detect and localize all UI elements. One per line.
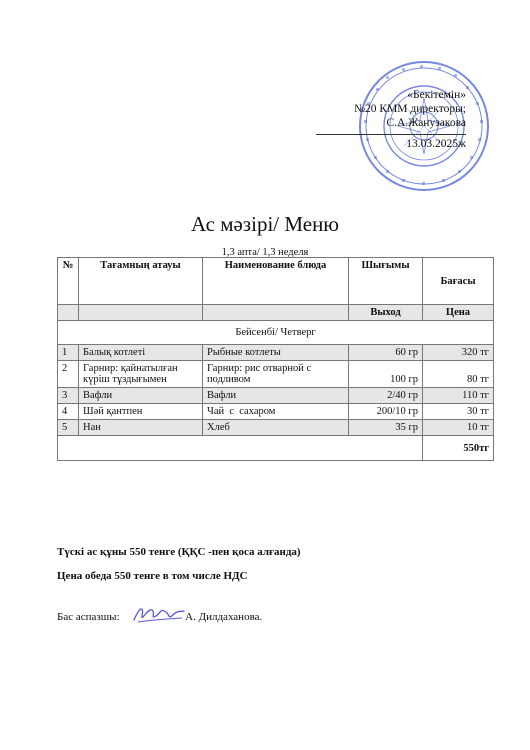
day-label: Бейсенбі/ Четверг (58, 321, 494, 345)
approval-position: №20 КММ директоры; (354, 103, 466, 115)
row-price: 320 тг (423, 345, 494, 361)
row-name-kz: Гарнир: қайнатылған күріш тұздығымен (79, 361, 203, 388)
row-price: 10 тг (423, 420, 494, 436)
table-row (58, 420, 494, 436)
header-price-kz (423, 258, 494, 305)
signature-icon (132, 602, 186, 626)
row-name-ru: Вафли (203, 388, 349, 404)
row-output: 100 гр (349, 361, 423, 388)
row-price: 30 тг (423, 404, 494, 420)
row-name-ru: Хлеб (203, 420, 349, 436)
total-spacer (58, 436, 423, 461)
row-name-kz: Шәй қантпен (79, 404, 203, 420)
row-num: 1 (58, 345, 79, 361)
row-num: 2 (58, 361, 79, 388)
header-price-ru: Цена (423, 305, 494, 321)
header-num: № (58, 258, 79, 305)
approval-heading: «Бекітемін» (407, 89, 466, 101)
total-price: 550тг (423, 436, 494, 461)
row-name-ru: Гарнир: рис отварной с подливом (203, 361, 349, 388)
row-name-kz: Вафли (79, 388, 203, 404)
chef-label: Бас аспазшы: (57, 611, 120, 623)
header-row-1 (58, 258, 494, 305)
price-note-ru: Цена обеда 550 тенге в том числе НДС (57, 570, 248, 582)
total-row (58, 436, 494, 461)
week-subtitle: 1,3 апта/ 1,3 неделя (221, 247, 309, 258)
approval-block (316, 88, 466, 151)
row-num: 4 (58, 404, 79, 420)
row-price: 80 тг (423, 361, 494, 388)
table-row (58, 404, 494, 420)
menu-table (57, 257, 494, 461)
row-name-ru: Рыбные котлеты (203, 345, 349, 361)
table-row (58, 345, 494, 361)
header-price-kz-text: Бағасы (440, 275, 476, 287)
approval-director-name: С.А.Жанузакова (386, 117, 466, 129)
row-output: 200/10 гр (349, 404, 423, 420)
header-output-kz: Шығымы (349, 258, 423, 305)
row-output: 35 гр (349, 420, 423, 436)
header-name-ru: Наименование блюда (203, 258, 349, 305)
row-name-kz: Нан (79, 420, 203, 436)
header-name-kz: Тағамның атауы (79, 258, 203, 305)
row-price: 110 тг (423, 388, 494, 404)
day-row (58, 321, 494, 345)
row-output: 60 гр (349, 345, 423, 361)
header-output-ru: Выход (349, 305, 423, 321)
row-num: 5 (58, 420, 79, 436)
table-row (58, 388, 494, 404)
row-name-ru: Чай с сахаром (203, 404, 349, 420)
approval-date: 13.03.2025ж (316, 134, 466, 151)
row-name-kz: Балық котлеті (79, 345, 203, 361)
header-row-3 (58, 305, 494, 321)
chef-name: А. Дилдаханова. (185, 611, 263, 623)
price-note-kz: Түскі ас құны 550 тенге (ҚҚС -пен қоса алғанда) (57, 546, 301, 558)
row-num: 3 (58, 388, 79, 404)
row-output: 2/40 гр (349, 388, 423, 404)
page-title: Ас мәзірі/ Меню (190, 212, 339, 236)
table-row (58, 361, 494, 388)
